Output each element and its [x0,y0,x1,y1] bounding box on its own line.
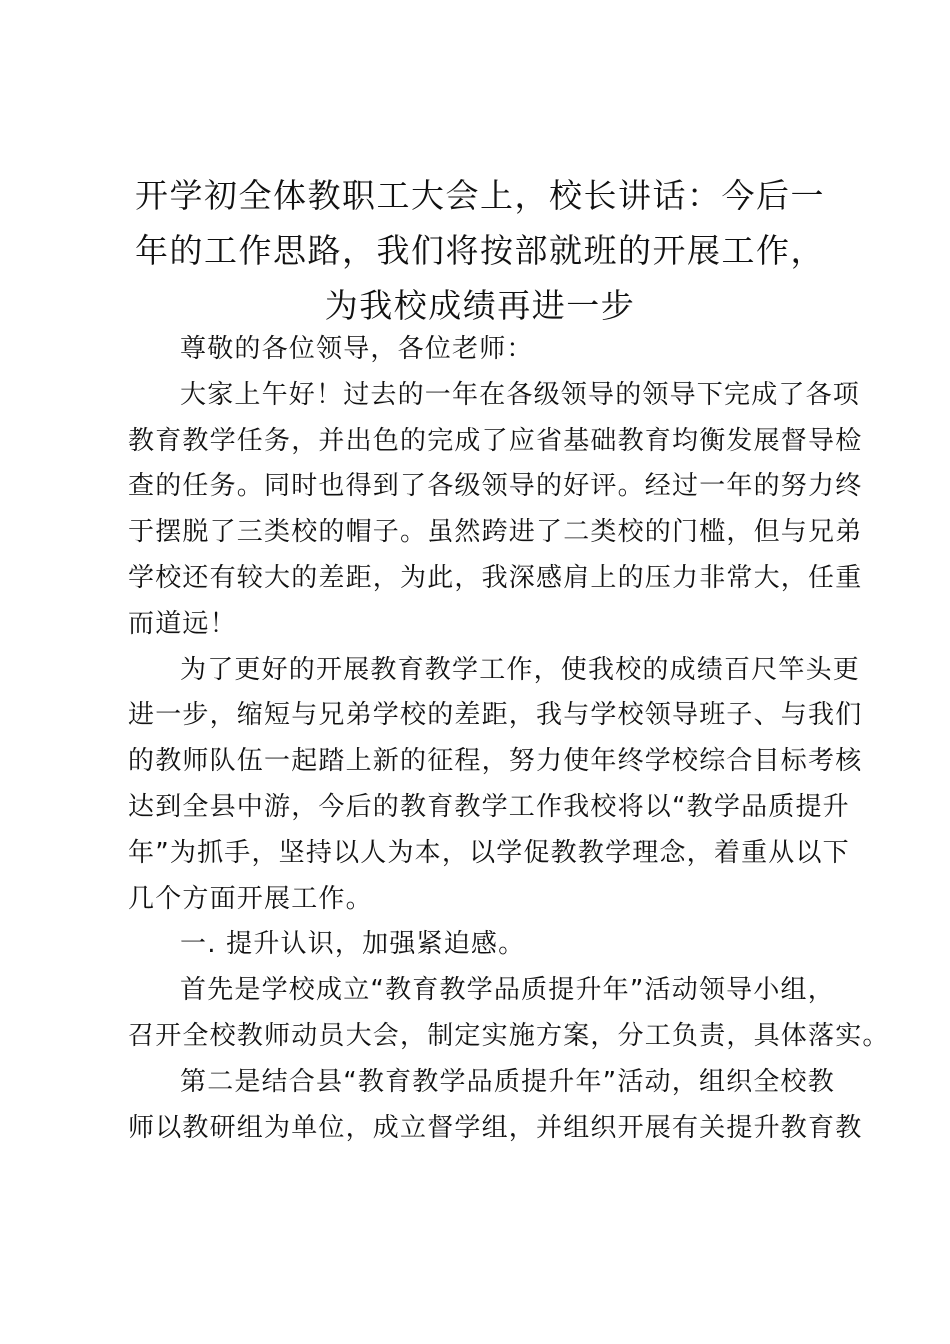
document-body [128,327,890,1151]
text-line: 为了更好的开展教育教学工作，使我校的成绩百尺竿头更 [180,654,861,685]
title-line: 年的工作思路，我们将按部就班的开展工作， [135,231,825,270]
text-line: 一. 提升认识，加强紧迫感。 [180,929,526,960]
text-line: 学校还有较大的差距，为此，我深感肩上的压力非常大，任重 [128,562,863,593]
section-heading [128,922,832,968]
text-line: 几个方面开展工作。 [128,883,373,914]
title-line: 为我校成绩再进一步 [324,286,636,325]
text-line: 尊敬的各位领导，各位老师： [180,334,534,364]
goals-paragraph [128,648,863,923]
text-line: 查的任务。同时也得到了各级领导的好评。经过一年的努力终 [128,471,863,502]
text-line: 年”为抓手，坚持以人为本，以学促教教学理念，着重从以下 [128,837,850,868]
text-line: 于摆脱了三类校的帽子。虽然跨进了二类校的门槛，但与兄弟 [128,517,863,548]
greeting-paragraph [128,373,863,648]
text-line: 大家上午好！过去的一年在各级领导的领导下完成了各项 [180,379,861,410]
second-point-paragraph [128,1060,863,1152]
text-line: 达到全县中游，今后的教育教学工作我校将以“教学品质提升 [128,791,850,822]
first-point-paragraph [128,968,890,1060]
text-line: 教育教学任务，并出色的完成了应省基础教育均衡发展督导检 [128,425,863,456]
text-line: 进一步，缩短与兄弟学校的差距，我与学校领导班子、与我们 [128,700,863,731]
text-line: 而道远！ [128,608,237,639]
title-line: 开学初全体教职工大会上，校长讲话：今后一 [135,176,825,215]
document-title [124,168,836,333]
text-line: 召开全校教师动员大会，制定实施方案，分工负责，具体落实。 [128,1020,890,1051]
salutation-paragraph [128,327,832,373]
text-line: 第二是结合县“教育教学品质提升年”活动，组织全校教 [180,1066,835,1097]
text-line: 首先是学校成立“教育教学品质提升年”活动领导小组， [180,975,835,1006]
text-line: 师以教研组为单位，成立督学组，并组织开展有关提升教育教 [128,1112,863,1143]
text-line: 的教师队伍一起踏上新的征程，努力使年终学校综合目标考核 [128,746,863,777]
